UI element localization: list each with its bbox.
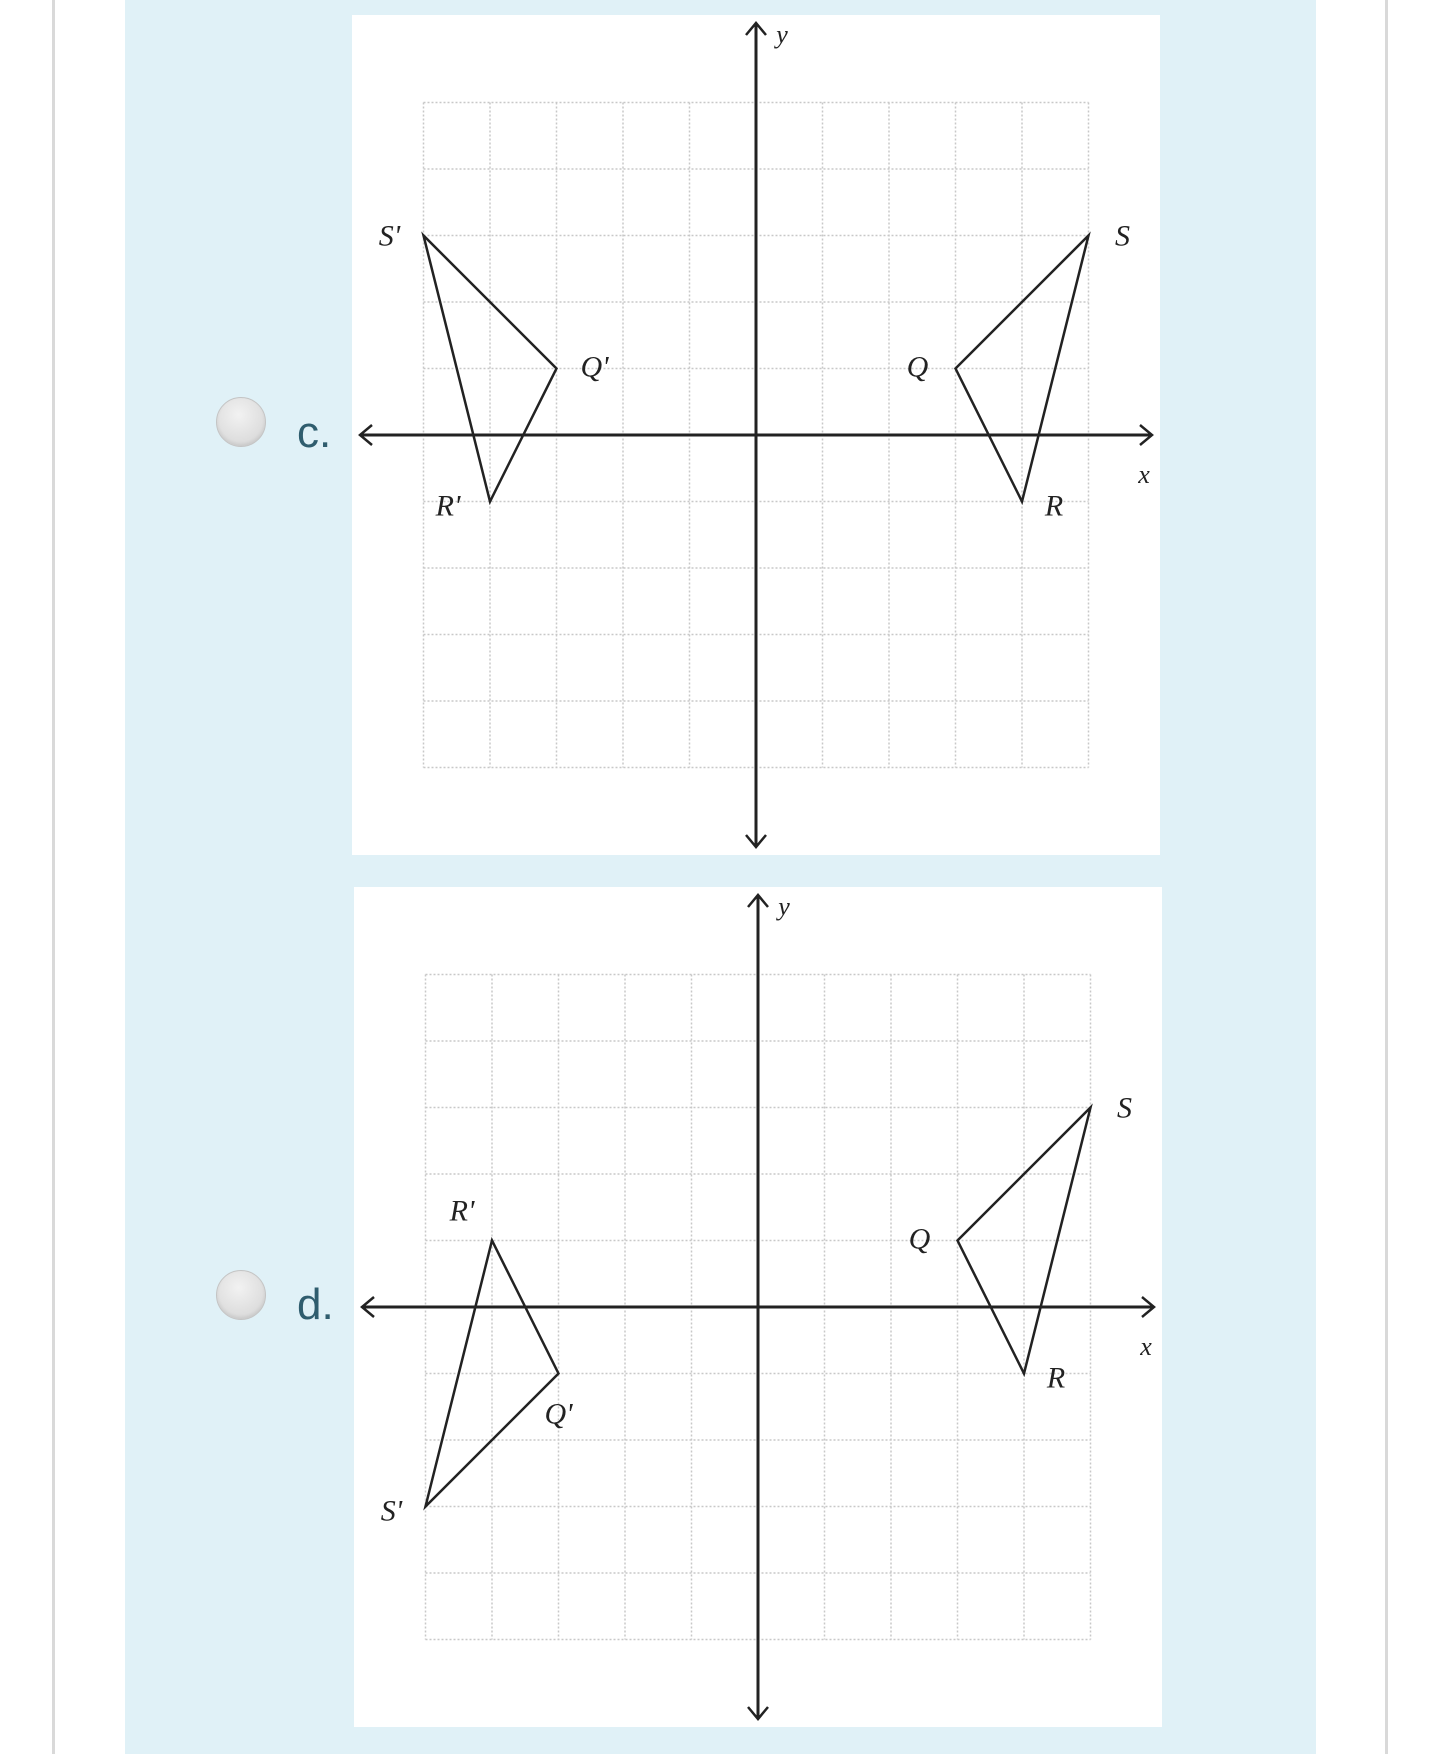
- option-c-radio[interactable]: [216, 397, 266, 447]
- point-label-r: R: [1046, 1361, 1066, 1395]
- point-label-s: S: [1115, 219, 1130, 253]
- point-label-q: Q: [906, 350, 929, 384]
- page-border-left: [52, 0, 55, 1754]
- point-label-s-prime: S': [378, 219, 401, 253]
- y-axis-label: y: [778, 892, 790, 921]
- x-axis-label: x: [1138, 460, 1150, 489]
- point-label-r-prime: R': [449, 1194, 475, 1228]
- option-c-graph[interactable]: [352, 15, 1160, 855]
- point-label-s-prime: S': [380, 1494, 403, 1528]
- option-d-graph[interactable]: [354, 887, 1162, 1727]
- option-d-radio[interactable]: [216, 1270, 266, 1320]
- option-c-letter: c.: [297, 408, 332, 457]
- point-label-r: R: [1044, 489, 1064, 523]
- option-c-coordinate-plane: [352, 15, 1160, 855]
- point-label-s: S: [1117, 1091, 1132, 1125]
- point-label-q-prime: Q': [580, 350, 609, 384]
- point-label-q: Q: [908, 1222, 931, 1256]
- y-axis-label: y: [776, 20, 788, 49]
- option-d-coordinate-plane: [354, 887, 1162, 1727]
- x-axis-label: x: [1140, 1332, 1152, 1361]
- page-border-right: [1385, 0, 1388, 1754]
- option-d-letter: d.: [297, 1280, 334, 1329]
- point-label-r-prime: R': [435, 489, 461, 523]
- point-label-q-prime: Q': [544, 1397, 573, 1431]
- answer-choices-panel: [125, 0, 1316, 1754]
